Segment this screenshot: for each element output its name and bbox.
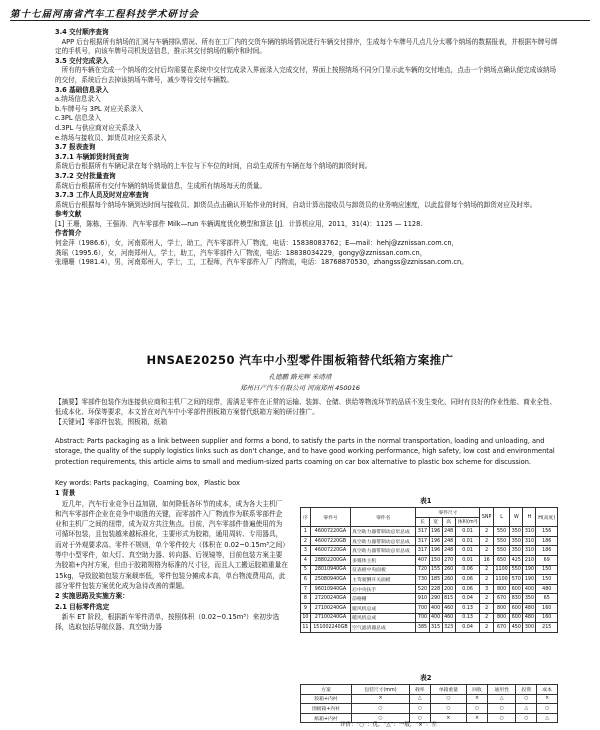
table-header-row bbox=[301, 685, 558, 695]
table-cell: ○ bbox=[430, 704, 466, 714]
table-cell: ○ bbox=[351, 713, 409, 723]
table-cell: 0.06 bbox=[455, 565, 480, 575]
reference-1: [1] 王珊，陈栋，王强涛．汽车零部件 Milk—run 车辆调度优化模型和算法 [J]．计算机应用，2011，31(4)：1125 — 1128. bbox=[55, 219, 423, 228]
abstract-en: Abstract: Parts packaging as a link between supplier and forms a bond, to satisfy the parts in the normal transportation, loading and unloading, and storage, the quality of the supply logistics links such as don't change, and to have good working performance, high safety, low cost and environmental protection requirements, this article aims to small and medium-sized parts coaming on car box alternative to plastic box scheme for discussion. bbox=[55, 437, 555, 466]
table-cell: 350 bbox=[510, 527, 523, 537]
table-row bbox=[301, 527, 558, 537]
table-cell: 1100 bbox=[493, 575, 509, 585]
table-cell: ○ bbox=[516, 694, 537, 704]
table-cell: 310 bbox=[523, 536, 536, 546]
body-left-column bbox=[55, 478, 288, 632]
table-header-cell: 单箱重量 bbox=[430, 685, 466, 695]
table-cell: 700 bbox=[416, 613, 429, 623]
paper-authors: 孔德鹏 路光辉 米靖靖 bbox=[268, 373, 332, 381]
table-cell: 260 bbox=[442, 565, 455, 575]
table-cell: 520 bbox=[416, 584, 429, 594]
table-cell: 2 bbox=[301, 536, 311, 546]
para-3-5: 所有的车辆在完成一个纳场的交付后均需要在系统中交付完成录入界面录入完成交付，界面上按照纳场不同分门显示此车辆的交付地点，点击一个纳场点确认便完成该纳场的交付，系统后台去掉该纳场车牌号，减少等待交付车辆数。 bbox=[55, 66, 557, 84]
table-cell: 317 bbox=[416, 546, 429, 556]
table-cell: 4 bbox=[301, 555, 311, 565]
table-cell: 185 bbox=[429, 575, 442, 585]
table-cell: 200 bbox=[442, 584, 455, 594]
table-row bbox=[301, 704, 558, 714]
table-cell: 800 bbox=[493, 613, 509, 623]
table-header-cell: H(高度) bbox=[536, 508, 558, 527]
list-item: c.3PL 信息录入 bbox=[55, 114, 102, 123]
table1 bbox=[300, 507, 558, 633]
table-cell: 186 bbox=[536, 536, 558, 546]
table-cell: 815 bbox=[442, 594, 455, 604]
table1-body bbox=[301, 527, 558, 633]
heading-3-7-2: 3.7.2 交付批量查询 bbox=[55, 171, 116, 180]
table2-caption: 表2 bbox=[420, 674, 432, 682]
table-cell: ○ bbox=[516, 713, 537, 723]
table-cell: 155 bbox=[429, 565, 442, 575]
keywords-cn: 【关键词】零部件包装，围板箱，纸箱 bbox=[55, 418, 168, 426]
table-cell: 46007220GB bbox=[310, 536, 350, 546]
table-cell: 450 bbox=[510, 623, 523, 633]
table-cell: 真空助力器带制动总泵总成 bbox=[351, 527, 416, 537]
table-cell: 9 bbox=[301, 603, 311, 613]
table-cell: ○ bbox=[351, 704, 409, 714]
keywords-en: Key words: Parts packaging，Coaming box，Plastic box bbox=[55, 479, 240, 487]
table-cell: 830 bbox=[510, 594, 523, 604]
table-cell: △ bbox=[537, 713, 558, 723]
table-cell: 0.01 bbox=[455, 536, 480, 546]
table-cell: 27100240GA bbox=[310, 603, 350, 613]
table-cell: 0.06 bbox=[455, 575, 480, 585]
list-item: b.车牌号与 3PL 对应关系录入 bbox=[55, 104, 144, 113]
top-section bbox=[55, 28, 560, 268]
heading-3-7-3: 3.7.3 工作人员及时对应率查询 bbox=[55, 191, 149, 200]
table-row bbox=[301, 623, 558, 633]
list-item: d.3PL 与供应商对应关系录入 bbox=[55, 123, 142, 132]
table-cell: ○ bbox=[467, 704, 488, 714]
table-cell: 8 bbox=[301, 594, 311, 604]
para-3-7-2: 系统后台根据所有交付车辆的纳场货量信息，生成所有纳场每天的货量。 bbox=[55, 181, 266, 190]
table-cell: 2 bbox=[480, 613, 493, 623]
table-cell: 730 bbox=[416, 575, 429, 585]
table-cell: 0.13 bbox=[455, 613, 480, 623]
table-cell: 1 bbox=[301, 527, 311, 537]
table-cell: 196 bbox=[429, 546, 442, 556]
author-info-title: 作者简介 bbox=[55, 229, 82, 238]
table-cell: 空气滤清器总成 bbox=[351, 623, 416, 633]
author-info: 张珊珊（1981.4），男，河南郑州人，学士，工，工程师，汽车零部件入厂 内物流，电话：18768870530，zhangss@zznissan.com.cn。 bbox=[55, 258, 468, 267]
table-cell: 0.04 bbox=[455, 623, 480, 633]
table-cell: 186 bbox=[536, 546, 558, 556]
heading-1: 1 背景 bbox=[55, 489, 76, 498]
table-cell: 400 bbox=[429, 603, 442, 613]
para-3-7-3: 系统后台根据每个纳场车辆到达时间与接收员、卸货员点击确认开始作业的时间，自动计算出接收员与卸货员的业务响应速度，以此监督每个纳场的卸货对应及时率。 bbox=[55, 200, 537, 209]
table-cell: 315 bbox=[429, 623, 442, 633]
table-cell: 317 bbox=[416, 527, 429, 537]
table-header-cell: 方案 bbox=[301, 685, 352, 695]
header-rule bbox=[10, 20, 590, 21]
heading-3-6: 3.6 基础信息录入 bbox=[55, 85, 109, 94]
table1-caption: 表1 bbox=[420, 497, 432, 505]
author-info: 龚瑶（1995.6），女，河南郑州人，学士，助工，汽车零部件入厂物流，电话：18838034229，gongy@zznissan.com.cn， bbox=[55, 248, 427, 257]
table-cell: 46007220GA bbox=[310, 527, 350, 537]
table-cell: 2 bbox=[480, 594, 493, 604]
table-cell: 6 bbox=[301, 575, 311, 585]
table-cell: 350 bbox=[510, 536, 523, 546]
table-cell: 300 bbox=[523, 623, 536, 633]
table-cell: ○ bbox=[487, 713, 516, 723]
table-cell: 28802200GA bbox=[310, 555, 350, 565]
table-row bbox=[301, 565, 558, 575]
table-header-cell: H bbox=[523, 508, 536, 527]
table-cell: 7 bbox=[301, 584, 311, 594]
table-row bbox=[301, 594, 558, 604]
table-cell: × bbox=[467, 713, 488, 723]
table-cell: 460 bbox=[442, 613, 455, 623]
table-cell: 2 bbox=[480, 603, 493, 613]
table-cell: 248 bbox=[442, 546, 455, 556]
table-cell: 0.01 bbox=[455, 546, 480, 556]
table-cell: 215 bbox=[536, 623, 558, 633]
table-header-cell: 序 bbox=[301, 508, 311, 527]
table-header-cell: 体积(m³) bbox=[455, 517, 480, 527]
table-cell: × bbox=[351, 694, 409, 704]
table-cell: 670 bbox=[493, 623, 509, 633]
table-header-cell: 通用性 bbox=[487, 685, 516, 695]
references-title: 参考文献 bbox=[55, 210, 82, 219]
table-cell: 800 bbox=[493, 584, 509, 594]
table-cell: 400 bbox=[429, 613, 442, 623]
table-cell: 650 bbox=[493, 555, 509, 565]
para-2-1: 新车 ET 阶段，根据新车零件清单，按照体积（0.02~0.15m³）来初步选择，选取包括导航仪器、真空助力器 bbox=[55, 612, 280, 632]
table-cell: 2 bbox=[480, 575, 493, 585]
table-cell: △ bbox=[516, 704, 537, 714]
table-cell: 11 bbox=[301, 623, 311, 633]
table-cell: 310 bbox=[523, 527, 536, 537]
table-cell: 0.06 bbox=[455, 584, 480, 594]
table-header-cell: 零件尺寸 bbox=[416, 508, 480, 518]
abstract-cn-block bbox=[55, 397, 560, 427]
table-cell: 150 bbox=[536, 565, 558, 575]
paper-affiliation: 郑州日产汽车有限公司 河南郑州 450016 bbox=[240, 384, 360, 392]
table-cell: 2 bbox=[480, 527, 493, 537]
table-header-cell: SNP bbox=[480, 508, 493, 527]
table-cell: 96010940GA bbox=[310, 584, 350, 594]
table-row bbox=[301, 694, 558, 704]
table-cell: 0.01 bbox=[455, 555, 480, 565]
abstract-en-block bbox=[55, 436, 555, 467]
table-cell: ○ bbox=[537, 704, 558, 714]
heading-3-4: 3.4 交付顺序查询 bbox=[55, 28, 109, 36]
table-header-cell: L bbox=[493, 508, 509, 527]
author-info: 何金萍（1986.6），女，河南郑州人，学士，助工，汽车零部件入厂物流，电话：15838083762；E—mail：hehj@zznissan.com.cn， bbox=[55, 239, 459, 248]
table-cell: 1100 bbox=[493, 565, 509, 575]
para-3-7-1: 系统后台根据所有车辆记录在每个纳场的上车位与下车位的时间，自动生成所有车辆在每个纳场的卸货时间。 bbox=[55, 162, 372, 171]
table-cell: 600 bbox=[510, 584, 523, 594]
table-cell: 550 bbox=[510, 565, 523, 575]
table-cell: 暖风机总成 bbox=[351, 613, 416, 623]
table-cell: 仪表板中央面板 bbox=[351, 565, 416, 575]
table-cell: 700 bbox=[416, 603, 429, 613]
table-cell: 25080940GA bbox=[310, 575, 350, 585]
table-cell: 400 bbox=[523, 584, 536, 594]
table-header-row bbox=[301, 508, 558, 518]
table-cell: 248 bbox=[442, 536, 455, 546]
table-cell: 407 bbox=[416, 555, 429, 565]
table-cell: 16 bbox=[480, 555, 493, 565]
table-cell: 160 bbox=[536, 613, 558, 623]
table-cell: 28010940GA bbox=[310, 565, 350, 575]
table-cell: 3 bbox=[301, 546, 311, 556]
table-cell: △ bbox=[487, 694, 516, 704]
table-row bbox=[301, 575, 558, 585]
abstract-cn: 【摘要】零部件包装作为连接供应商和主机厂之间的纽带，需满足零件在正常的运输、装卸、仓储、供给等物流环节的品质不发生变化，同时有良好的作业性能、商业全性、低成本化、环保等要求，本文旨在对汽车中小零部件围板箱方案替代纸箱方案的研讨推广。 bbox=[55, 398, 557, 416]
table-row bbox=[301, 613, 558, 623]
table-cell: 46007220GA bbox=[310, 546, 350, 556]
table-cell: 纸箱+内衬 bbox=[301, 713, 352, 723]
table-cell: 5 bbox=[301, 565, 311, 575]
table-cell: 10 bbox=[301, 613, 311, 623]
table-cell: 196 bbox=[429, 536, 442, 546]
journal-header: 第十七届河南省汽车工程科技学术研讨会 bbox=[10, 9, 200, 20]
table-cell: 550 bbox=[493, 536, 509, 546]
table-cell: × bbox=[430, 713, 466, 723]
table-cell: 150 bbox=[429, 555, 442, 565]
table-cell: 460 bbox=[442, 603, 455, 613]
table-row bbox=[301, 584, 558, 594]
table-cell: 570 bbox=[510, 575, 523, 585]
para-3-4: APP 后台根据所有纳场的汇阅与车辆排队情况、所有在工厂内的交货车辆的纳场情况进行车辆交付排序，生成每个车牌号几点几分太哪个纳场的数据报表，并根据车牌号绑定的手机号，向该车牌号司机发送信息，推示其交付纳场的顺序和时间。 bbox=[55, 37, 558, 56]
table-row bbox=[301, 546, 558, 556]
table-cell: 600 bbox=[510, 613, 523, 623]
table-header-cell: 回收 bbox=[467, 685, 488, 695]
table-cell: 69 bbox=[536, 555, 558, 565]
table-cell: △ bbox=[409, 694, 430, 704]
table2 bbox=[300, 684, 558, 723]
table-header-cell: 宽 bbox=[429, 517, 442, 527]
table-header-cell: 零件号 bbox=[310, 508, 350, 527]
para-1: 近几年，汽车行业竞争日益加剧，如何降低各环节的成本，成为各大主机厂和汽车零部件企业在竞争中取胜的关键，而零部件入厂物流作为联系零部件企业和主机厂之间的纽带，成为双方共注焦点。目前，汽车零部件普遍使用的为可循环包装，且包装越来越标准化，主要形式为胶箱，通用周转、专用器具，而对于外观要求高、零件不规则，单个零件较大（体积在 0.02~0.15m³之间）等中小型零件，如大灯、真空助力器、转向器、后视镜等，目前包装方案主要为胶箱+内衬方案，但由于胶箱规格为标准的尺寸径，而且人工搬运胶箱重量在 15kg，导致胶箱包装方案载率低，零件包装分摊成本高，单台物流费用高，此部分零件包装方案优化成为急待改善的课题。 bbox=[55, 499, 288, 590]
table-cell: × bbox=[467, 694, 488, 704]
table-cell: 480 bbox=[523, 613, 536, 623]
table-cell: 190 bbox=[523, 575, 536, 585]
table-cell: 670 bbox=[493, 594, 509, 604]
table-cell: 210 bbox=[523, 555, 536, 565]
heading-2-1: 2.1 目标零件选定 bbox=[55, 602, 110, 611]
table-cell: 290 bbox=[429, 594, 442, 604]
table-cell: 151002240GB bbox=[310, 623, 350, 633]
table-cell: 0.01 bbox=[455, 527, 480, 537]
table-cell: 248 bbox=[442, 527, 455, 537]
table2-note: 评价：“○”：优，“△”：一般，“×”：差 bbox=[340, 722, 437, 728]
table-cell: 480 bbox=[536, 584, 558, 594]
table-cell: 真空助力器带制动总泵总成 bbox=[351, 546, 416, 556]
table-cell: 2 bbox=[480, 546, 493, 556]
table-header-cell: 包装尺寸(mm) bbox=[351, 685, 409, 695]
heading-3-5: 3.5 交付完成录入 bbox=[55, 56, 109, 65]
table-cell: 196 bbox=[429, 527, 442, 537]
heading-3-7-1: 3.7.1 车辆卸货时间查询 bbox=[55, 152, 129, 161]
table2-body bbox=[301, 694, 558, 723]
table-cell: 后中央扶手 bbox=[351, 584, 416, 594]
heading-2: 2 实施思路及实施方案： bbox=[55, 592, 129, 601]
table-cell: 190 bbox=[523, 565, 536, 575]
table-cell: 2 bbox=[480, 536, 493, 546]
table-header-cell: 投资 bbox=[516, 685, 537, 695]
table-cell: 310 bbox=[523, 546, 536, 556]
list-item: a.纳场信息录入 bbox=[55, 95, 101, 104]
table-cell: 720 bbox=[416, 565, 429, 575]
heading-3-7: 3.7 报表查询 bbox=[55, 143, 96, 152]
table-cell: 350 bbox=[523, 594, 536, 604]
table-cell: ○ bbox=[409, 704, 430, 714]
table-header-cell: W bbox=[510, 508, 523, 527]
table-cell: 真空助力器带制动总泵总成 bbox=[351, 536, 416, 546]
table-cell: ○ bbox=[487, 704, 516, 714]
table-cell: 主驾驶侧开关面板 bbox=[351, 575, 416, 585]
table-cell: 胶箱+内衬 bbox=[301, 694, 352, 704]
table-cell: 385 bbox=[416, 623, 429, 633]
table-cell: 317 bbox=[416, 536, 429, 546]
table-cell: 暖风机总成 bbox=[351, 603, 416, 613]
table-cell: 围板箱+内衬 bbox=[301, 704, 352, 714]
table-row bbox=[301, 603, 558, 613]
table-row bbox=[301, 536, 558, 546]
table-cell: ○ bbox=[409, 713, 430, 723]
table-cell: 0.13 bbox=[455, 603, 480, 613]
table-cell: 270 bbox=[442, 555, 455, 565]
table-header-cell: 长 bbox=[416, 517, 429, 527]
table-header-cell: 载率 bbox=[409, 685, 430, 695]
table-cell: 2 bbox=[480, 565, 493, 575]
table-cell: 3 bbox=[480, 584, 493, 594]
table-cell: 260 bbox=[442, 575, 455, 585]
table-cell: 0.04 bbox=[455, 594, 480, 604]
table-row bbox=[301, 555, 558, 565]
table-cell: 前格栅 bbox=[351, 594, 416, 604]
table-cell: ○ bbox=[430, 694, 466, 704]
table-cell: × bbox=[537, 694, 558, 704]
table-cell: 多媒体主机 bbox=[351, 555, 416, 565]
table-cell: 156 bbox=[536, 527, 558, 537]
list-item: e.纳场与接收员、卸货员对应关系录入 bbox=[55, 133, 167, 142]
paper-title: HNSAE20250 汽车中小型零件围板箱替代纸箱方案推广 bbox=[146, 353, 454, 367]
table-cell: 480 bbox=[523, 603, 536, 613]
table-cell: 228 bbox=[429, 584, 442, 594]
table-cell: 150 bbox=[536, 575, 558, 585]
table-cell: 800 bbox=[493, 603, 509, 613]
table-cell: 550 bbox=[493, 527, 509, 537]
table-cell: 27100240GA bbox=[310, 613, 350, 623]
table-cell: 550 bbox=[493, 546, 509, 556]
table-header-cell: 高 bbox=[442, 517, 455, 527]
table-cell: 27200240GA bbox=[310, 594, 350, 604]
table-header-cell: 成本 bbox=[537, 685, 558, 695]
table-cell: 600 bbox=[510, 603, 523, 613]
table-cell: 2 bbox=[480, 623, 493, 633]
table-cell: 910 bbox=[416, 594, 429, 604]
table-cell: 160 bbox=[536, 603, 558, 613]
table-cell: 350 bbox=[510, 546, 523, 556]
table-cell: 323 bbox=[442, 623, 455, 633]
table-header-cell: 零件名 bbox=[351, 508, 416, 527]
table-cell: 65 bbox=[536, 594, 558, 604]
table-cell: 425 bbox=[510, 555, 523, 565]
